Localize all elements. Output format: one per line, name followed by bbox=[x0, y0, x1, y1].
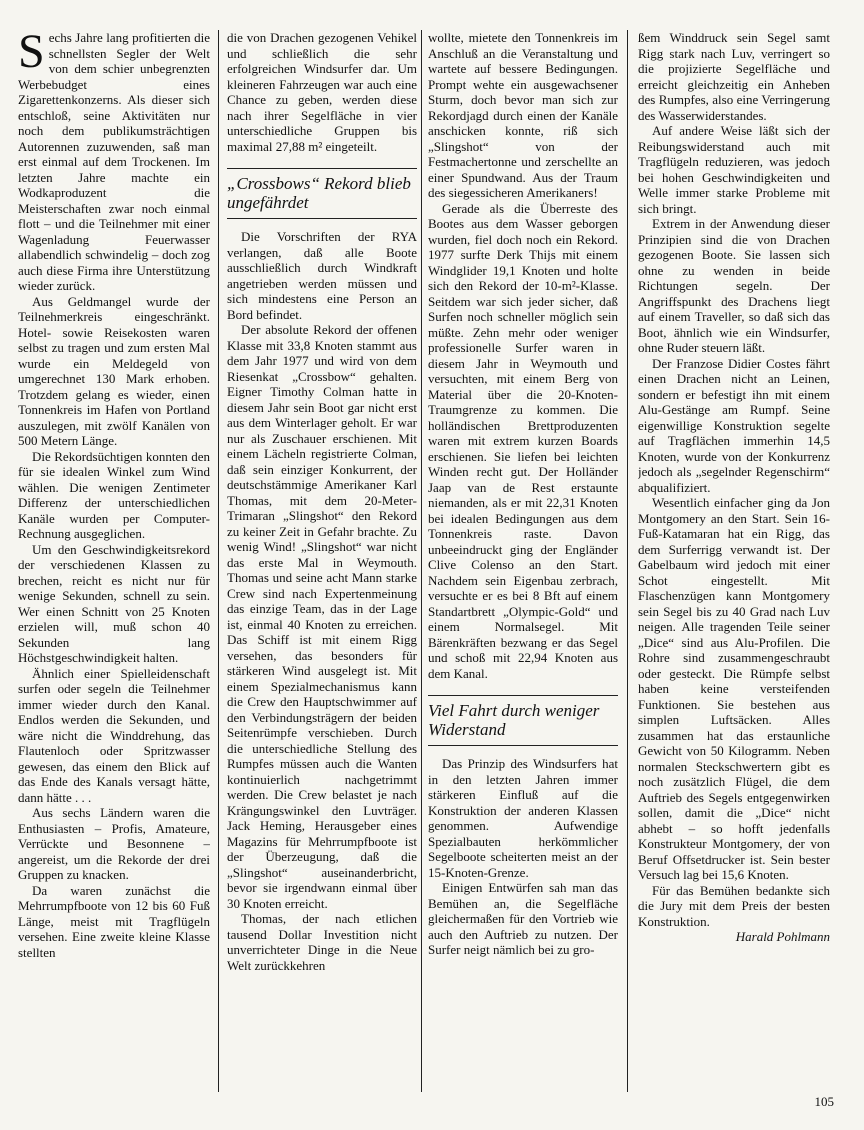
paragraph: echs Jahre lang profitierten die schnellsten Segler der Welt von dem schier unbegrenzten Werbebudget eines Zigarettenkonzerns. Als dieser sich entschloß, seine Aktivitäten nur noch dem publikumsträchtigen Autorennen zuzuwenden, saß man erst einmal auf dem Trockenen. Im letzten Jahre machte ein Wodkaproduzent die Meisterschaften zwar noch einmal flott – und die Teilnehmer mit einer Wagenladung Feuerwasser allabendlich schwindelig – doch zog auch diese Firma ihre Unterstützung wieder zurück. bbox=[18, 30, 210, 293]
paragraph: Einigen Entwürfen sah man das Bemühen an, die Segelfläche gleichermaßen für den Vortrieb wie auch den Auftrieb zu nutzen. Der Surfer neigt nämlich bei zu gro- bbox=[428, 880, 618, 957]
paragraph: ßem Winddruck sein Segel samt Rigg stark nach Luv, verringert so die projizierte Segelfläche und erreicht gleichzeitig ein Anheben des Rumpfes, also eine Verringerung des Wasserwiderstandes. bbox=[638, 30, 830, 123]
column-divider bbox=[627, 30, 628, 1092]
paragraph: die von Drachen gezogenen Vehikel und schließlich die sehr erfolgreichen Windsurfer dar. Um kleineren Fahrzeugen war auch eine Chance zu geben, werden diese nach ihrer Segelfläche in vier unterschiedliche Gruppen bis maximal 27,88 m² eingeteilt. bbox=[227, 30, 417, 154]
column-divider bbox=[421, 30, 422, 1092]
paragraph: wollte, mietete den Tonnenkreis im Anschluß an die Veranstaltung und wartete auf bessere Bedingungen. Prompt wehte ein ausgewachsener Sturm, doch bevor man sich zur Rekordjagd durch einen der Kanäle anschicken konnte, riß sich „Slingshot“ von der Festmachertonne und zerschellte an einer Spundwand. Aus der Traum des siegessicheren Amerikaners! bbox=[428, 30, 618, 200]
paragraph: Aus Geldmangel wurde der Teilnehmerkreis eingeschränkt. Hotel- sowie Reisekosten waren selbst zu tragen und zum ersten Mal wurde ein Meldegeld von umgerechnet 130 Mark erhoben. Trotzdem gelang es wieder, einen Tonnenkreis im Hafen von Portland auszulegen, mit zwölf Kanälen von 500 Metern Länge. bbox=[18, 293, 210, 448]
paragraph: Der Franzose Didier Costes fährt einen Drachen nicht an Leinen, sondern er befestigt ihn mit einem Alu-Gestänge am Rumpf. Seine eigenwillige Konstruktion segelte auf Tragflächen immerhin 14,5 Knoten, wurde von der Konkurrenz jedoch als „segelnder Regenschirm“ abqualifiziert. bbox=[638, 355, 830, 495]
paragraph: Um den Geschwindigkeitsrekord der verschiedenen Klassen zu brechen, reicht es nicht nur für wenige Sekunden, schnell zu sein. Wer einen Schnitt von 25 Knoten erzielen will, muß schon 40 Sekunden lang Höchstgeschwindigkeit halten. bbox=[18, 541, 210, 665]
article-column-1 bbox=[18, 30, 210, 1092]
paragraph: Wesentlich einfacher ging da Jon Montgomery an den Start. Sein 16-Fuß-Katamaran hat ein Rigg, das dem Surferrigg verwandt ist. Der Gabelbaum wird jedoch mit einer Schot eingestellt. Mit Flaschenzügen kann Montgomery sein Segel bis zu 40 Grad nach Luv neigen. Alle tragenden Teile seiner „Dice“ sind aus Alu-Profilen. Die Rohre sind zusammengeschraubt oder gesteckt. Die Rümpfe selbst haben keine versteifenden Funktionen. Sie bestehen aus simplen Luftsäcken. Alles zusammen hat das erstaunliche Gewicht von 50 Kilogramm. Neben normalen Steckschwertern gibt es noch zusätzlich Flügel, die dem Auftrieb des Segels entgegenwirken sollen, damit die „Dice“ nicht abhebt – so hofft jedenfalls Konstrukteur Montgomery, der von Beruf Offsetdrucker ist. Sein bester Versuch lag bei 15,6 Knoten. bbox=[638, 495, 830, 882]
page-number: 105 bbox=[814, 1094, 834, 1109]
paragraph: Für das Bemühen bedankte sich die Jury mit dem Preis der besten Konstruktion. bbox=[638, 882, 830, 929]
article-column-3 bbox=[428, 30, 618, 1092]
column-divider bbox=[218, 30, 219, 1092]
paragraph: Thomas, der nach etlichen tausend Dollar Investition nicht unverrichteter Dinge in die Neue Welt zurückkehren bbox=[227, 911, 417, 973]
paragraph: Das Prinzip des Windsurfers hat in den letzten Jahren immer stärkeren Einfluß auf die Konstruktion der anderen Klassen genommen. Aufwendige Spezialbauten herkömmlicher Segelboote scheiterten meist an der 15-Knoten-Grenze. bbox=[428, 756, 618, 880]
paragraph: Der absolute Rekord der offenen Klasse mit 33,8 Knoten stammt aus dem Jahr 1977 und wird von dem Riesenkat „Crossbow“ gehalten. Eigner Timothy Colman hatte in diesem Jahr sein Boot gar nicht erst aus dem Winterlager geholt. Er war nur als Zuschauer erschienen. Mit einem Lächeln registrierte Colman, daß sein einziger Konkurrent, der deutschstämmige Amerikaner Karl Thomas, mit dem 20-Meter-Trimaran „Slingshot“ den Rekord zu keiner Zeit in Gefahr brachte. Zu wenig Wind! „Slingshot“ war nicht das erste Mal in Weymouth. Thomas und seine acht Mann starke Crew sind nach Expertenmeinung das einzige Team, das in der Lage ist, einmal 40 Knoten zu erreichen. Das Schiff ist mit einem Rigg versehen, das besonders für stärkeren Wind ausgelegt ist. Mit einem Spezialmechanismus kann die Crew den Hauptschwimmer auf den Verbindungsträgern der beiden Seitenrümpfe verschieben. Durch die unterschiedliche Stellung des Rumpfes müssen auch die Wanten kontinuierlich nachgetrimmt werden. Die Crew belastet je nach Krängungswinkel den Luvträger. Jack Heming, Herausgeber eines Magazins für Mehrrumpfboote ist der Überzeugung, daß die „Slingshot“ auseinanderbricht, bevor sie irgendwann einmal über 30 Knoten erreicht. bbox=[227, 322, 417, 911]
paragraph: Auf andere Weise läßt sich der Reibungswiderstand auch mit Tragflügeln reduzieren, was jedoch bei hohen Geschwindigkeiten und Welle immer starke Probleme mit sich bringt. bbox=[638, 123, 830, 216]
section-headline: „Crossbows“ Rekord blieb ungefährdet bbox=[227, 168, 417, 219]
article-column-2 bbox=[227, 30, 417, 1092]
author-byline: Harald Pohlmann bbox=[735, 929, 830, 944]
article-column-4 bbox=[638, 30, 830, 1092]
paragraph: Ähnlich einer Spielleidenschaft surfen oder segeln die Teilnehmer immer wieder durch den Kanal. Endlos werden die Sekunden, und wäre nicht die Winddrehung, das Flautenloch oder Spritzwasser gewesen, das einem den Blick auf das Ende des Kanals versagt hätte, dann hätte . . . bbox=[18, 665, 210, 805]
section-headline: Viel Fahrt durch weniger Widerstand bbox=[428, 695, 618, 746]
paragraph: Die Rekordsüchtigen konnten den für sie idealen Winkel zum Wind wählen. Die wenigen Zentimeter Differenz der unterschiedlichen Kanäle wurden per Computer-Rechnung ausgeglichen. bbox=[18, 448, 210, 541]
paragraph: Extrem in der Anwendung dieser Prinzipien sind die von Drachen gezogenen Boote. Sie lassen sich ohne zu wenden in beide Richtungen segeln. Der Angriffspunkt des Drachens liegt auf einem Traveller, so daß sich das Boot, ähnlich wie ein Windsurfer, ohne Ruder steuern läßt. bbox=[638, 216, 830, 355]
paragraph: Die Vorschriften der RYA verlangen, daß alle Boote ausschließlich durch Windkraft angetrieben werden müssen und sich mindestens eine Person an Bord befindet. bbox=[227, 229, 417, 322]
paragraph: Da waren zunächst die Mehrrumpfboote von 12 bis 60 Fuß Länge, meist mit Tragflügeln versehen. Eine zweite kleine Klasse stellten bbox=[18, 882, 210, 960]
paragraph: Gerade als die Überreste des Bootes aus dem Wasser geborgen wurden, fiel doch noch ein Rekord. 1977 surfte Derk Thijs mit einem Windglider 19,1 Knoten und holte sich den Rekord der 10-m²-Klasse. Seitdem war sich jeder sicher, daß Surfen noch schneller möglich sein müßte. Zehn mehr oder weniger professionelle Surfer waren in diesem Jahr in Weymouth und versuchten, mit einem Berg von Material über die 20-Knoten-Traumgrenze zu kommen. Die holländischen Brettproduzenten waren mit extrem kurzen Boards erschienen. Sie liefen bei leichten Winden recht gut. Der Holländer Jaap van de Rest erstaunte niemanden, als er mit 22,31 Knoten bei idealen Bedingungen aus dem Tonnenkreis raste. Davon unbeeindruckt ging der Engländer Clive Colenso an den Start. Nachdem sein Eigenbau zerbrach, versuchte er es bei 8 Bft auf einem Standartbrett „Olympic-Gold“ und einem Normalsegel. Mit Bärenkräften bezwang er das Segel und schoß mit 22,94 Knoten aus dem Kanal. bbox=[428, 200, 618, 681]
paragraph: Aus sechs Ländern waren die Enthusiasten – Profis, Amateure, Verrückte und Besonnene – angereist, um die Rekorde der drei Gruppen zu knacken. bbox=[18, 805, 210, 882]
drop-cap: S bbox=[18, 30, 45, 78]
